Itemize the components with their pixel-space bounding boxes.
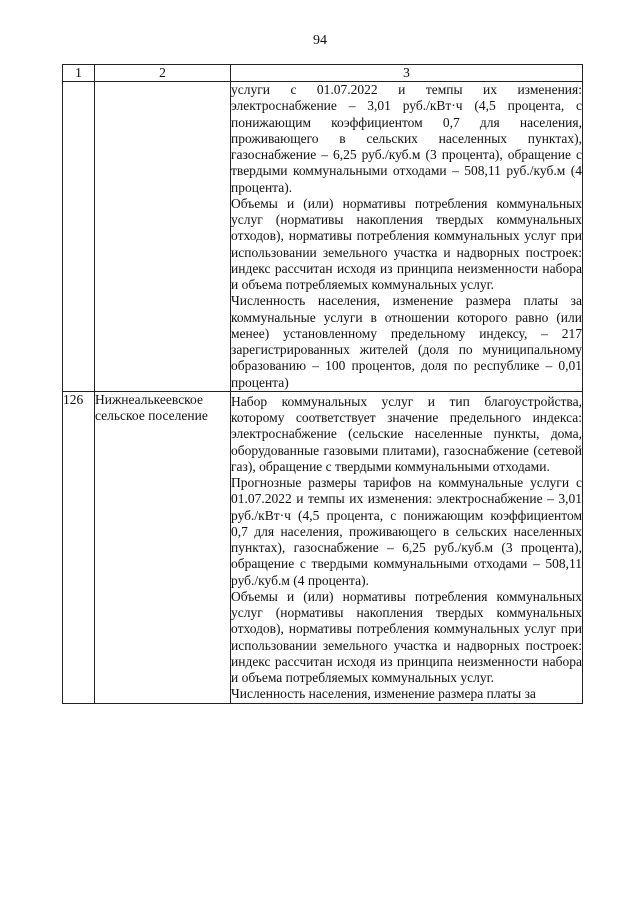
paragraph: Прогнозные размеры тарифов на коммунальные услуги с 01.07.2022 и темпы их изменения: электроснабжение – 3,01 руб./кВт·ч (4,5 процента, с понижающим коэффициентом 0,7 для населения, проживающего в сельских населенных пунктах), газоснабжение – 6,25 руб./куб.м (3 процента), обращение с твердыми коммунальными отходами – 508,11 руб./куб.м (4 процента). — [231, 475, 582, 588]
tariff-table — [62, 64, 583, 704]
row-number: 126 — [63, 391, 95, 703]
paragraph: Численность населения, изменение размера платы за коммунальные услуги в отношении которого равно (или менее) установленному предельному индексу, – 217 зарегистрированных жителей (доля по муниципальному образованию – 100 процентов, доля по республике – 0,01 процента) — [231, 293, 582, 390]
table-header-row — [63, 65, 583, 82]
municipality-name — [95, 82, 231, 392]
table-row — [63, 391, 583, 703]
municipality-name: Нижнеалькеевское сельское поселение — [95, 391, 231, 703]
page-number: 94 — [313, 33, 327, 48]
column-header-3: 3 — [231, 65, 583, 82]
table-row — [63, 82, 583, 392]
paragraph: Набор коммунальных услуг и тип благоустройства, которому соответствует значение предельного индекса: электроснабжение (сельские населенные пункты, дома, оборудованные газовыми плитами), газоснабжение (сетевой газ), обращение с твердыми коммунальными отходами. — [231, 393, 582, 474]
paragraph: Объемы и (или) нормативы потребления коммунальных услуг (нормативы накопления твердых коммунальных отходов), нормативы потребления коммунальных услуг при использовании земельного участка и надворных построек: индекс рассчитан исходя из принципа неизменности набора и объема потребляемых коммунальных услуг. — [231, 588, 582, 685]
row-description — [231, 82, 583, 392]
row-description — [231, 391, 583, 703]
paragraph: услуги с 01.07.2022 и темпы их изменения: электроснабжение – 3,01 руб./кВт·ч (4,5 процента, с понижающим коэффициентом 0,7 для населения, проживающего в сельских населенных пунктах), газоснабжение – 6,25 руб./куб.м (3 процента), обращение с твердыми коммунальными отходами – 508,11 руб./куб.м (4 процента). — [231, 82, 582, 195]
column-header-1: 1 — [63, 65, 95, 82]
paragraph: Объемы и (или) нормативы потребления коммунальных услуг (нормативы накопления твердых коммунальных отходов), нормативы потребления коммунальных услуг при использовании земельного участка и надворных построек: индекс рассчитан исходя из принципа неизменности набора и объема потребляемых коммунальных услуг. — [231, 195, 582, 292]
column-header-2: 2 — [95, 65, 231, 82]
row-number — [63, 82, 95, 392]
paragraph: Численность населения, изменение размера платы за — [231, 686, 536, 702]
